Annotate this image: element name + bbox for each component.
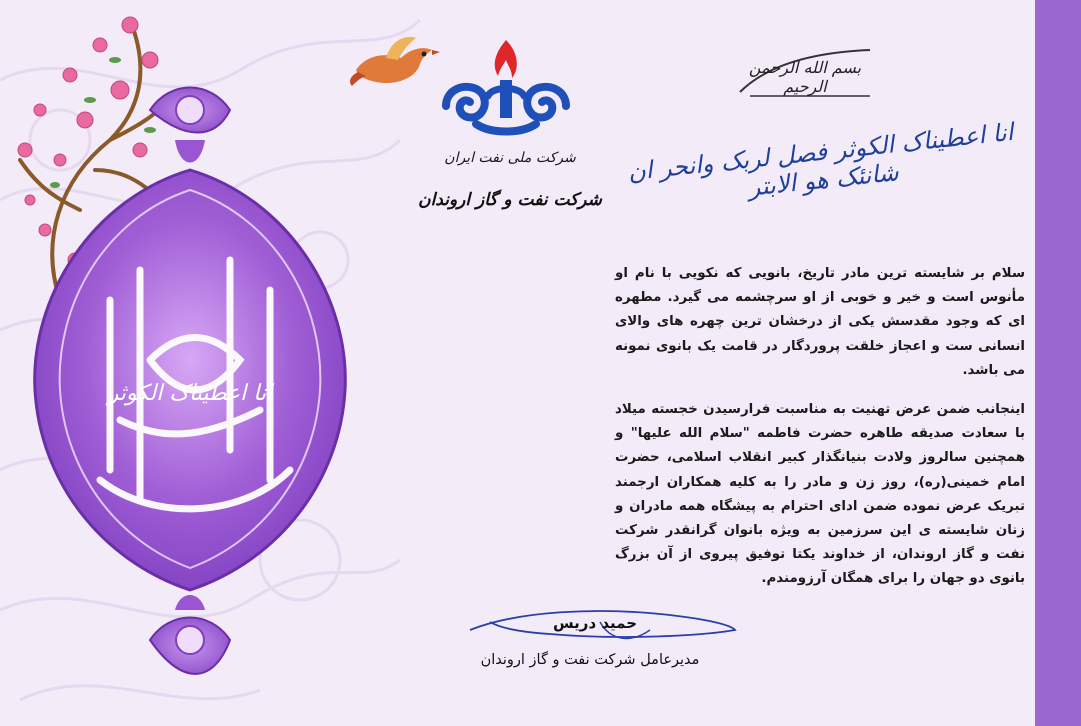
signatory-title: مدیرعامل شرکت نفت و گاز اروندان bbox=[480, 652, 700, 668]
company-logo bbox=[436, 36, 576, 146]
medallion-artwork bbox=[0, 0, 380, 726]
greeting-paragraph-1: سلام بر شایسته ترین مادر تاریخ، بانویی که نکویی با نام او مأنوس است و خیر و خوبی از او سرچشمه می گیرد. مطهره ای که وجود مقدسش یکی از درخشان ترین چهره های والای انسانی ست و اعجاز خلقت پروردگار در قامت یک بانوی نمونه می باشد. bbox=[615, 266, 1025, 378]
quran-verse: انا اعطیناک الکوثر فصل لربک وانحر ان شانئک هو الابتر bbox=[626, 117, 1015, 202]
bird-illustration bbox=[346, 30, 442, 92]
greeting-paragraph-2: اینجانب ضمن عرض تهنیت به مناسبت فرارسیدن خجسته میلاد با سعادت صدیقه طاهره حضرت فاطمه "سلام الله علیها" و همچنین سالروز ولادت بنیانگذار کبیر انقلاب اسلامی، حضرت امام خمینی(ره)، روز زن و مادر را به کلیه همکاران ارجمند تبریک عرض نموده ضمن ادای احترام به پیشگاه همه مادران و زنان شایسته ی این سرزمین به ویژه بانوان گرانقدر شرکت نفت و گاز اروندان، از خداوند یکتا توفیق پیروی از آن بزرگ بانوی دو جهان را برای همگان آرزومندم. bbox=[615, 402, 1025, 587]
bismillah: بسم الله الرحمن الرحیم bbox=[748, 58, 862, 96]
company-name: شرکت نفت و گاز اروندان bbox=[418, 190, 602, 210]
company-parent-name: شرکت ملی نفت ایران bbox=[444, 150, 576, 166]
medallion-calligraphy: انا اعطیناک الکوثر bbox=[107, 381, 273, 406]
signatory-name: حمید دریس bbox=[552, 614, 638, 632]
side-strip bbox=[1035, 0, 1081, 726]
